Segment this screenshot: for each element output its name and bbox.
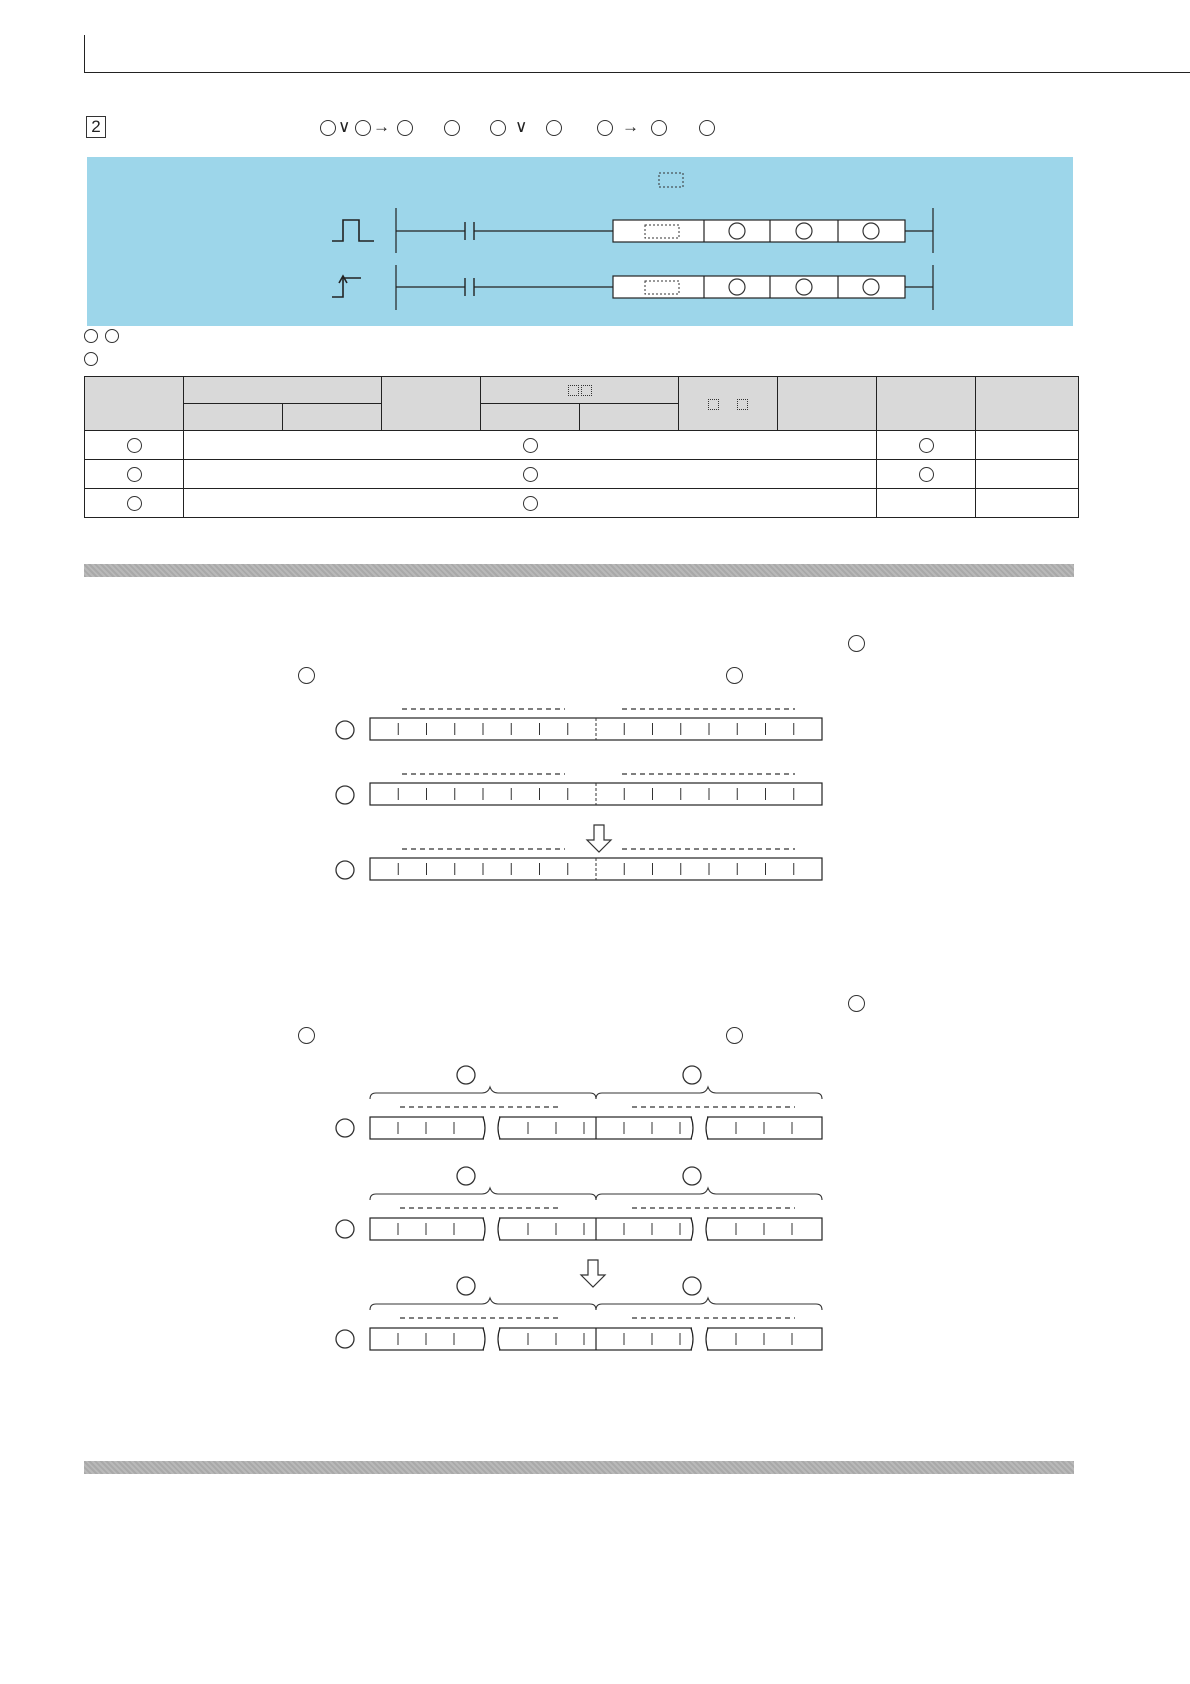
instruction-heading [315, 118, 735, 142]
operand-circle-icon [490, 120, 506, 136]
brace-icon [370, 1298, 596, 1310]
bit-diagram-32 [330, 1055, 850, 1355]
note-circle-icon [84, 329, 98, 343]
arrow-symbol: → [622, 117, 639, 136]
brace-icon [596, 1087, 822, 1099]
section-band [84, 1461, 1074, 1474]
break-gap [484, 1217, 499, 1241]
circle-icon [127, 496, 142, 511]
down-arrow-icon [587, 825, 611, 852]
operand-circle-icon [336, 1119, 354, 1137]
table-row [85, 489, 1079, 518]
dotted-square-icon [568, 385, 579, 396]
note-circle-icon [298, 1027, 315, 1044]
table-subheader [481, 404, 580, 431]
circle-icon [523, 467, 538, 482]
section-number: 2 [91, 117, 101, 136]
table-row [85, 460, 1079, 489]
operand-circle-icon [457, 1277, 475, 1295]
bit-diagram-16 [330, 700, 850, 900]
table-subheader [184, 404, 283, 431]
operand-circle-icon [699, 120, 715, 136]
table-header [481, 377, 679, 404]
note-circle-icon [848, 635, 865, 652]
operand-circle-icon [863, 279, 879, 295]
header-rule [84, 72, 1190, 73]
break-gap [692, 1116, 707, 1140]
table-subheader [580, 404, 679, 431]
brace-icon [596, 1298, 822, 1310]
operand-circle-icon [355, 120, 371, 136]
operand-circle-icon [336, 721, 354, 739]
operand-circle-icon [683, 1167, 701, 1185]
brace-icon [370, 1188, 596, 1200]
break-gap [692, 1327, 707, 1351]
header-left-rule [84, 35, 85, 73]
operand-circle-icon [546, 120, 562, 136]
operand-circle-icon [651, 120, 667, 136]
operand-circle-icon [457, 1167, 475, 1185]
operand-circle-icon [597, 120, 613, 136]
table-header [85, 377, 184, 431]
ladder-diagram [87, 157, 1073, 326]
note-circle-icon [848, 995, 865, 1012]
circle-icon [919, 467, 934, 482]
operand-circle-icon [336, 1220, 354, 1238]
operand-circle-icon [729, 223, 745, 239]
instruction-box [613, 276, 905, 298]
dotted-square-icon [659, 173, 683, 187]
operand-circle-icon [336, 786, 354, 804]
ladder-panel [87, 157, 1073, 326]
operand-circle-icon [320, 120, 336, 136]
note-circle-icon [105, 329, 119, 343]
break-gap [692, 1217, 707, 1241]
circle-icon [523, 496, 538, 511]
circle-icon [523, 438, 538, 453]
dotted-square-icon [737, 399, 748, 410]
table-header [778, 377, 877, 431]
brace-icon [370, 1087, 596, 1099]
circle-icon [127, 438, 142, 453]
instruction-box [613, 220, 905, 242]
operand-circle-icon [683, 1066, 701, 1084]
note-circle-icon [726, 1027, 743, 1044]
table-subheader [283, 404, 382, 431]
operand-circle-icon [336, 1330, 354, 1348]
note-circle-icon [84, 352, 98, 366]
pulse-icon [332, 220, 374, 241]
section-band [84, 564, 1074, 577]
break-gap [484, 1116, 499, 1140]
operand-circle-icon [729, 279, 745, 295]
circle-icon [127, 467, 142, 482]
section-number-box [86, 116, 106, 138]
operand-circle-icon [683, 1277, 701, 1295]
operand-circle-icon [444, 120, 460, 136]
operand-circle-icon [863, 223, 879, 239]
table-header [976, 377, 1079, 431]
table-header [184, 377, 382, 404]
arrow-symbol: → [373, 117, 390, 136]
setting-data-table [84, 376, 1079, 518]
dotted-square-icon [708, 399, 719, 410]
dotted-square-icon [581, 385, 592, 396]
or-symbol: ∨ [515, 117, 528, 136]
circle-icon [919, 438, 934, 453]
table-header [382, 377, 481, 431]
table-header [679, 377, 778, 431]
table-row [85, 431, 1079, 460]
or-symbol: ∨ [338, 117, 351, 136]
brace-icon [596, 1188, 822, 1200]
table-header [877, 377, 976, 431]
note-circle-icon [726, 667, 743, 684]
break-gap [484, 1327, 499, 1351]
down-arrow-icon [581, 1260, 605, 1287]
operand-circle-icon [457, 1066, 475, 1084]
operand-circle-icon [796, 223, 812, 239]
operand-circle-icon [336, 861, 354, 879]
operand-circle-icon [796, 279, 812, 295]
operand-circle-icon [397, 120, 413, 136]
note-circle-icon [298, 667, 315, 684]
